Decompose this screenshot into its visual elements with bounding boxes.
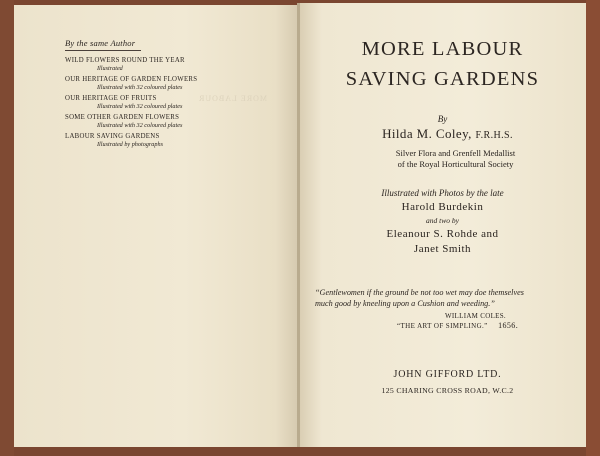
- illustrator-line-2: Janet Smith: [413, 243, 472, 255]
- quote-year: 1656.: [498, 321, 519, 330]
- list-item: [65, 114, 235, 129]
- quote-source: [397, 321, 518, 330]
- publisher-address: 125 CHARING CROSS ROAD, W.C.2: [381, 386, 514, 395]
- author-line: [304, 126, 591, 142]
- honours-line-1: Silver Flora and Grenfell Medallist: [395, 148, 516, 158]
- book-list: [65, 57, 235, 152]
- epigraph-quote: [315, 287, 577, 309]
- illustrator-line-1: Eleanour S. Rohde and: [386, 228, 499, 240]
- list-item: [65, 57, 235, 72]
- quote-line-1: “Gentlewomen if the ground be not too wet may doe themselves: [315, 288, 524, 297]
- cover-edge-bottom: [0, 447, 600, 456]
- quote-line-2: much good by kneeling upon a Cushion and weeding.”: [315, 299, 495, 308]
- by-same-author-heading: By the same Author: [65, 38, 141, 51]
- cover-edge-left: [0, 0, 14, 456]
- and-two-by: and two by: [426, 216, 459, 225]
- publisher-name: JOHN GIFFORD LTD.: [393, 369, 502, 380]
- honours-line-2: of the Royal Horticultural Society: [397, 159, 514, 169]
- photographer-name: Harold Burdekin: [401, 201, 484, 213]
- quote-work: “THE ART OF SIMPLING.”: [397, 322, 488, 330]
- title-line-2: SAVING GARDENS: [345, 68, 540, 90]
- book-note: Illustrated with 32 coloured plates: [97, 84, 183, 91]
- by-label: By: [437, 114, 448, 124]
- list-item: [65, 133, 235, 148]
- book-note: Illustrated with 32 coloured plates: [97, 103, 183, 110]
- author-honours: F.R.H.S.: [475, 130, 513, 141]
- book-note: Illustrated: [97, 65, 123, 72]
- book-title: SOME OTHER GARDEN FLOWERS: [65, 114, 180, 121]
- book-title: LABOUR SAVING GARDENS: [65, 133, 160, 140]
- book-note: Illustrated by photographs: [97, 141, 163, 148]
- book-title: OUR HERITAGE OF FRUITS: [65, 95, 157, 102]
- book-title: OUR HERITAGE OF GARDEN FLOWERS: [65, 76, 198, 83]
- author-name: Hilda M. Coley,: [382, 126, 472, 141]
- book-note: Illustrated with 32 coloured plates: [97, 122, 183, 129]
- quote-author: WILLIAM COLES.: [445, 312, 506, 320]
- show-through-text: MORE LABOUR: [198, 94, 268, 103]
- book-title: WILD FLOWERS ROUND THE YEAR: [65, 57, 185, 64]
- list-item: [65, 76, 235, 91]
- title-line-1: MORE LABOUR: [361, 38, 524, 60]
- illustrated-intro: Illustrated with Photos by the late: [381, 188, 504, 198]
